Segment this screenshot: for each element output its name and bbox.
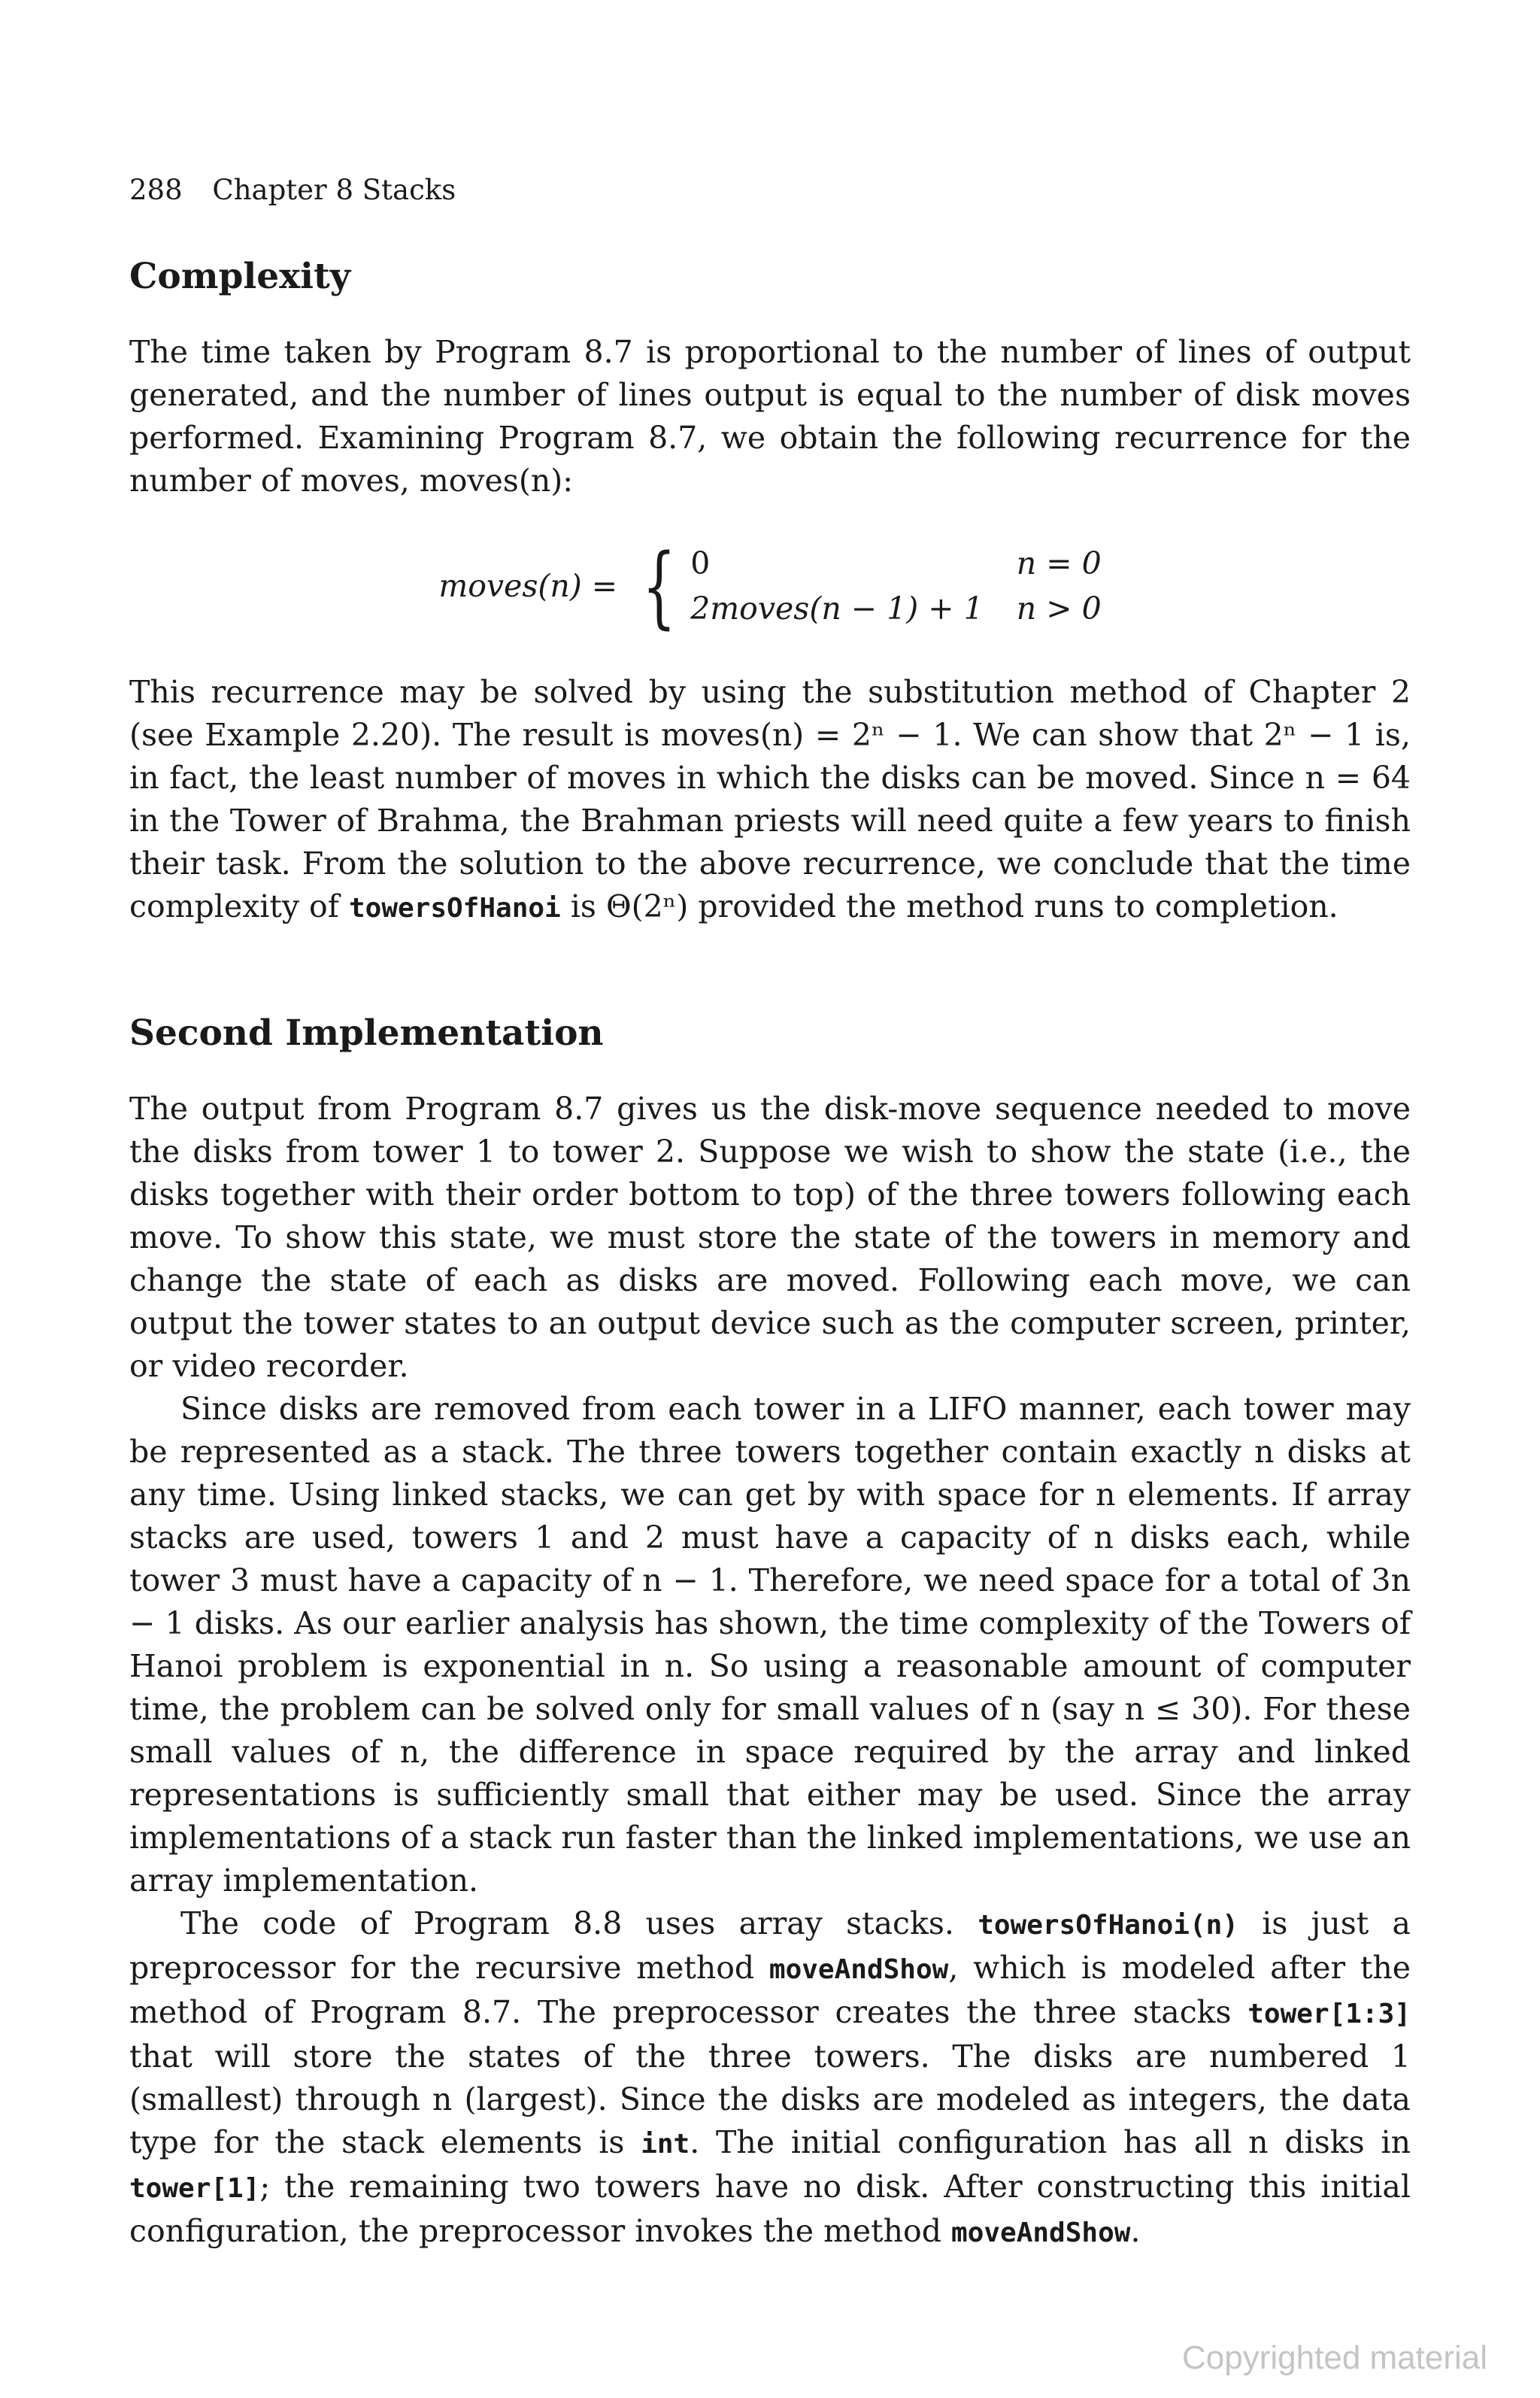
page-number: 288 bbox=[129, 174, 183, 206]
running-head bbox=[129, 172, 1411, 209]
para3-text-c: , which is modeled after the method of Program 8.7. The preprocessor creates the three stacks bbox=[129, 1950, 1411, 2030]
second-paragraph-1: The output from Program 8.7 gives us the disk-move sequence needed to move the disks from tower 1 to tower 2. Suppose we wish to show the state (i.e., the disks together with their order bottom to top) of the three towers following each move. To show this state, we must store the state of the towers in memory and change the state of each as disks are moved. Following each move, we can output the tower states to an output device such as the computer screen, printer, or video recorder. bbox=[129, 1091, 1411, 1384]
equation-cases bbox=[690, 542, 1101, 630]
para3-text-a: The code of Program 8.8 uses array stacks. bbox=[180, 1905, 954, 1941]
left-brace-symbol: { bbox=[642, 534, 677, 638]
complexity-text-b: is Θ(2ⁿ) provided the method runs to completion. bbox=[570, 888, 1338, 924]
code-moveandshow-2: moveAndShow bbox=[951, 2217, 1131, 2248]
complexity-paragraph-1: The time taken by Program 8.7 is proportional to the number of lines of output generated, and the number of lines output is equal to the number of disk moves performed. Examining Program 8.7, we obtain the following recurrence for the number of moves, moves(n): bbox=[129, 334, 1411, 499]
second-paragraph-2: Since disks are removed from each tower in a LIFO manner, each tower may be represented as a stack. The three towers together contain exactly n disks at any time. Using linked stacks, we can get by with space for n elements. If array stacks are used, towers 1 and 2 must have a capacity of n disks each, while tower 3 must have a capacity of n − 1. Therefore, we need space for a total of 3n − 1 disks. As our earlier analysis has shown, the time complexity of the Towers of Hanoi problem is exponential in n. So using a reasonable amount of computer time, the problem can be solved only for small values of n (say n ≤ 30). For these small values of n, the difference in space required by the array and linked representations is sufficiently small that either may be used. Since the array implementations of a stack run faster than the linked implementations, we use an array implementation. bbox=[129, 1391, 1411, 1899]
case1-expression: 0 bbox=[690, 545, 711, 581]
para3-text-g: . bbox=[1130, 2213, 1141, 2249]
complexity-paragraph-2 bbox=[129, 671, 1411, 930]
section-heading-complexity: Complexity bbox=[129, 256, 351, 297]
code-towersofhanoi: towersOfHanoi bbox=[348, 893, 561, 924]
para3-text-d: that will store the states of the three towers. The disks are numbered 1 (smallest) through n (largest). Since the disks are modeled as integers, the data type for the stack elements is bbox=[129, 2038, 1411, 2160]
case2-condition: n > 0 bbox=[1016, 590, 1102, 627]
second-paragraph-3 bbox=[129, 1902, 1411, 2254]
case2-expression: 2moves(n − 1) + 1 bbox=[690, 590, 984, 627]
copyright-watermark: Copyrighted material bbox=[1182, 2339, 1487, 2376]
para3-text-b: is just a preprocessor for the recursive method bbox=[129, 1905, 1411, 1986]
code-tower-1-3: tower[1:3] bbox=[1247, 1999, 1411, 2029]
code-int: int bbox=[641, 2129, 690, 2160]
complexity-text-a: This recurrence may be solved by using the substitution method of Chapter 2 (see Example 2.20). The result is moves(n) = 2ⁿ − 1. We can show that 2ⁿ − 1 is, in fact, the least number of moves in which the disks can be moved. Since n = 64 in the Tower of Brahma, the Brahman priests will need quite a few years to finish their task. From the solution to the above recurrence, we conclude that the time complexity of bbox=[129, 674, 1411, 924]
code-towersofhanoi-n: towersOfHanoi(n) bbox=[978, 1910, 1238, 1941]
equation-lhs: moves(n) = bbox=[438, 568, 618, 604]
chapter-title: Chapter 8 Stacks bbox=[212, 174, 456, 206]
recurrence-equation bbox=[129, 534, 1411, 638]
section-heading-second-implementation: Second Implementation bbox=[129, 1012, 604, 1054]
para3-text-f: ; the remaining two towers have no disk. After constructing this initial configuration, the preprocessor invokes the method bbox=[129, 2169, 1411, 2249]
code-moveandshow: moveAndShow bbox=[768, 1954, 949, 1985]
book-page bbox=[129, 172, 1411, 2254]
code-tower-1: tower[1] bbox=[129, 2173, 260, 2204]
case1-condition: n = 0 bbox=[1016, 545, 1102, 581]
para3-text-e: . The initial configuration has all n disks in bbox=[690, 2124, 1411, 2160]
